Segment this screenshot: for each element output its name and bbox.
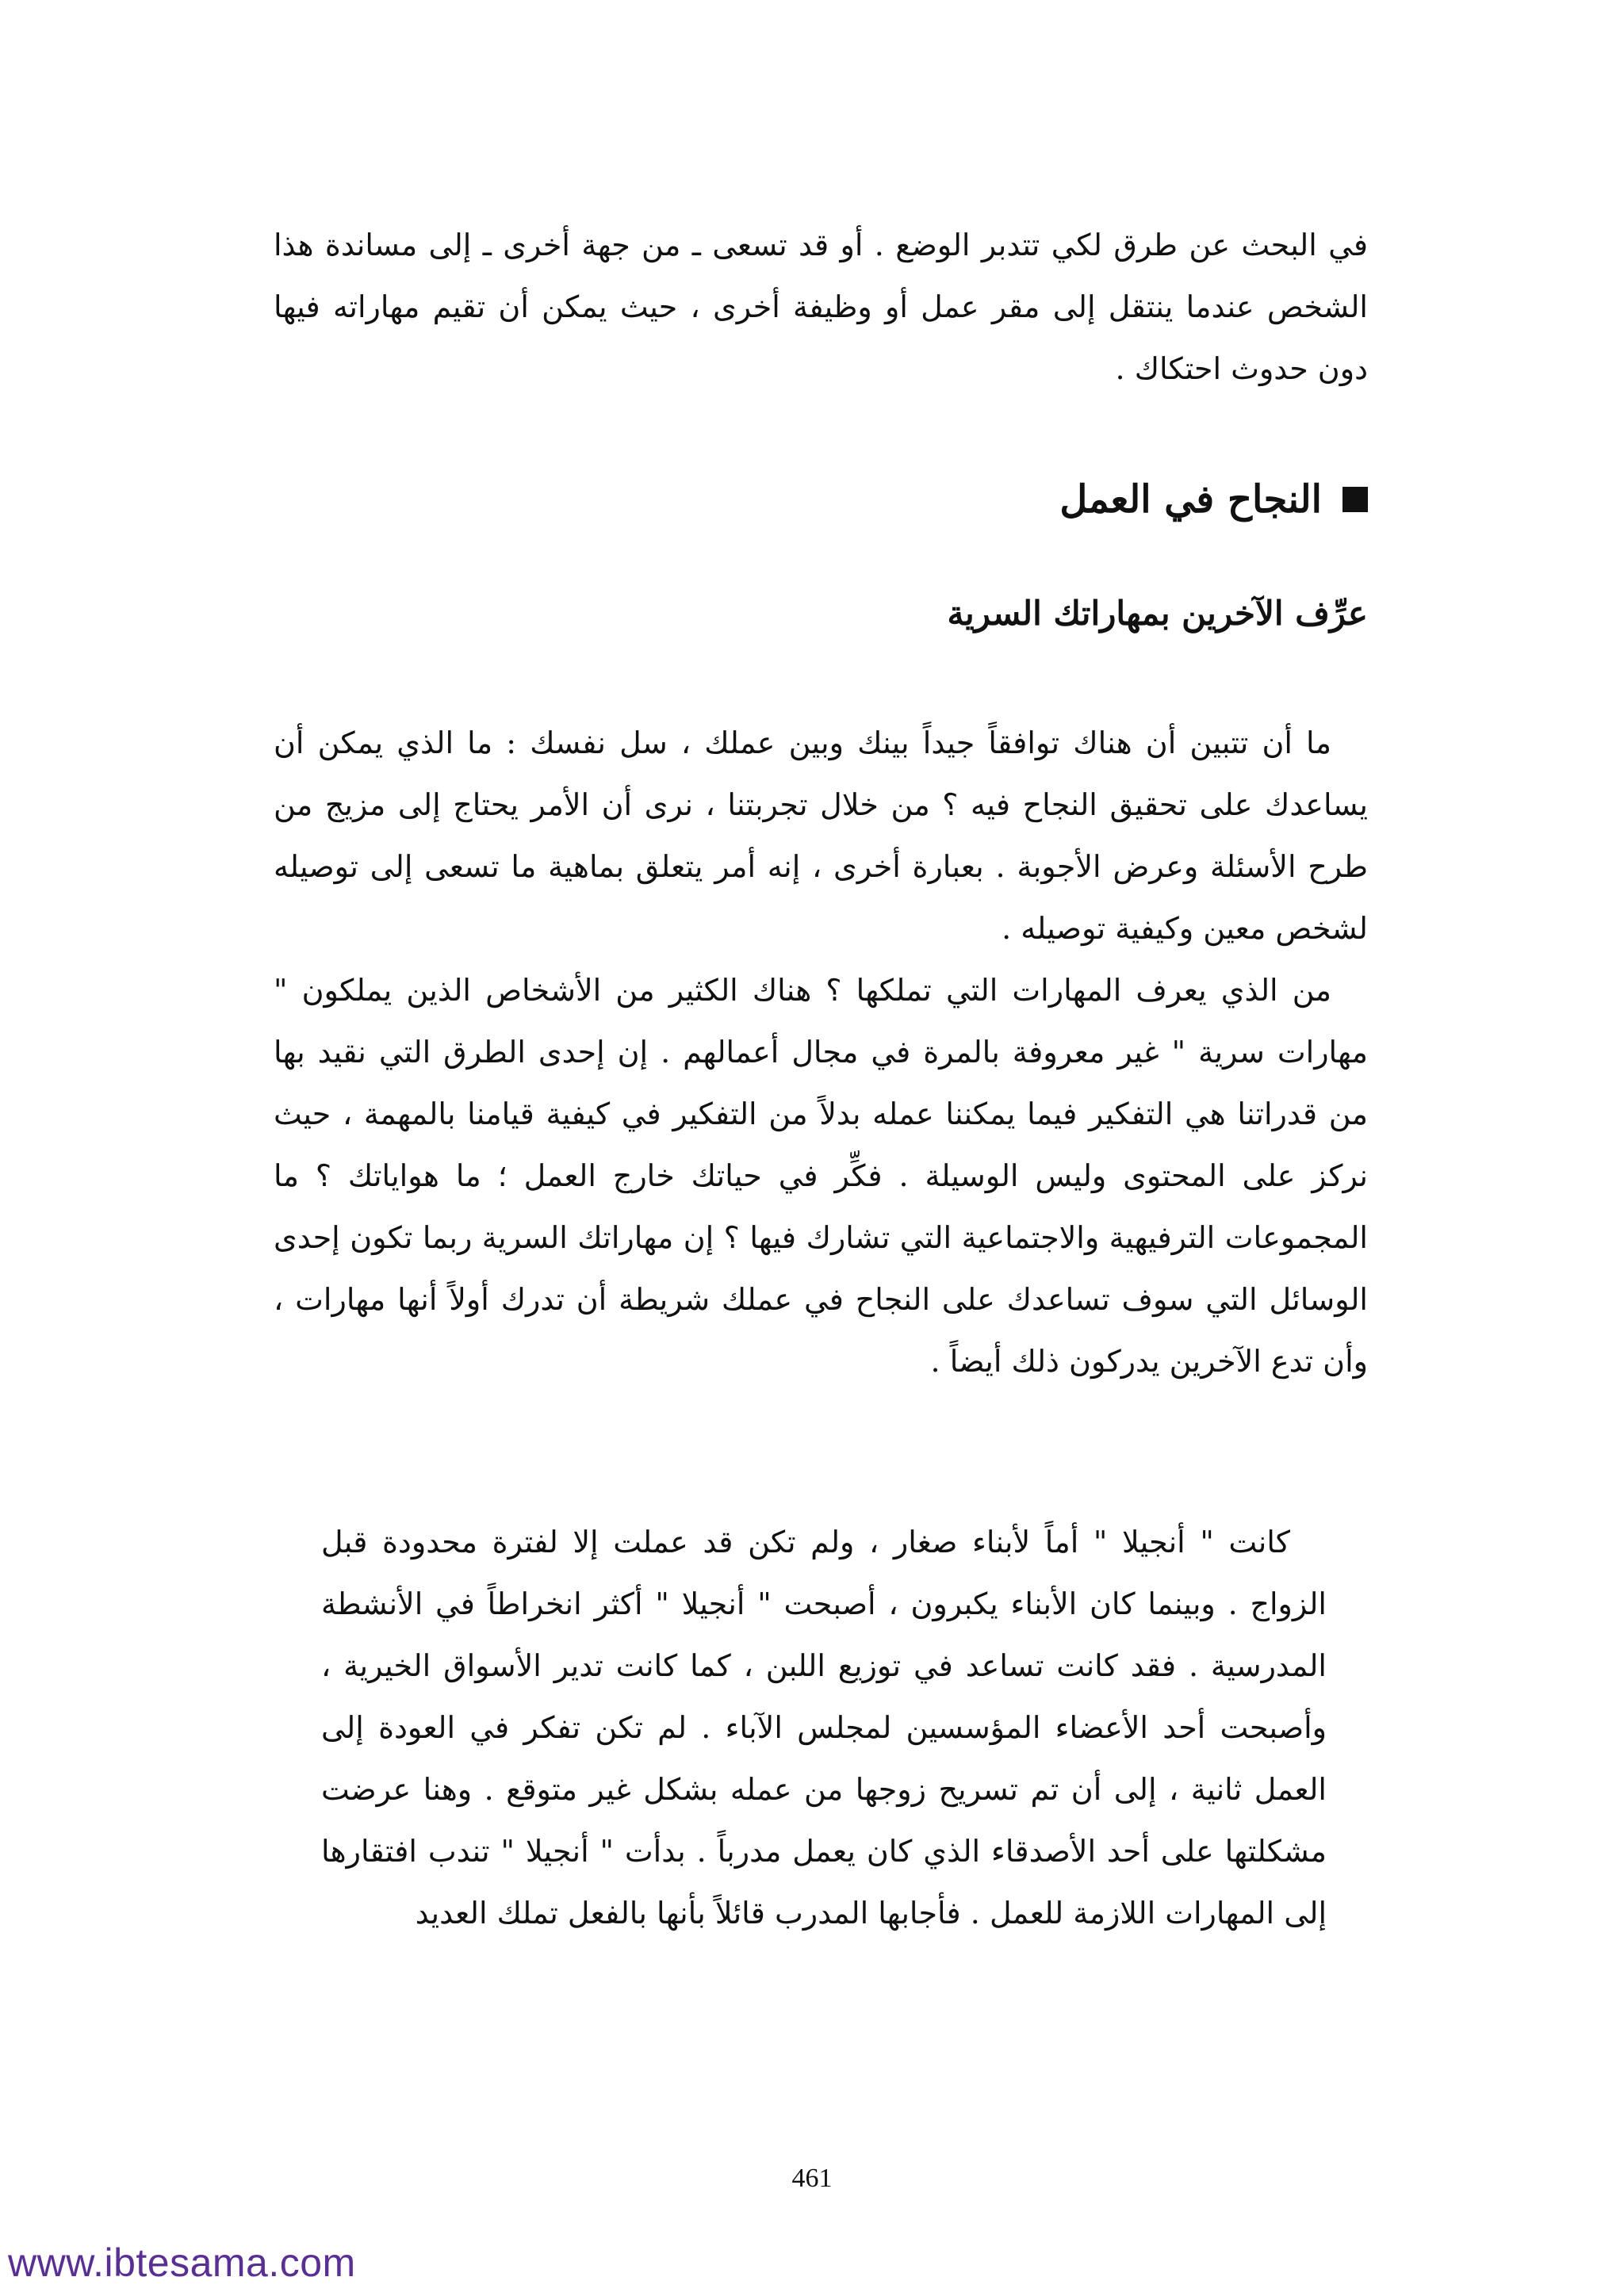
- intro-paragraph: في البحث عن طرق لكي تتدبر الوضع . أو قد تسعى ـ من جهة أخرى ـ إلى مساندة هذا الشخص عندما ينتقل إلى مقر عمل أو وظيفة أخرى ، حيث يمكن أن تقيم مهاراته فيها دون حدوث احتكاك .: [274, 228, 1368, 386]
- body-paragraph: من الذي يعرف المهارات التي تملكها ؟ هناك الكثير من الأشخاص الذين يملكون " مهارات سرية " غير معروفة بالمرة في مجال أعمالهم . إن إحدى الطرق التي نقيد بها من قدراتنا هي التفكير فيما يمكننا عمله بدلاً من التفكير في كيفية قيامنا بالمهمة ، حيث نركز على المحتوى وليس الوسيلة . فكِّر في حياتك خارج العمل ؛ ما هواياتك ؟ ما المجموعات الترفيهية والاجتماعية التي تشارك فيها ؟ إن مهاراتك السرية ربما تكون إحدى الوسائل التي سوف تساعدك على النجاح في عملك شريطة أن تدرك أولاً أنها مهارات ، وأن تدع الآخرين يدركون ذلك أيضاً .: [274, 973, 1368, 1379]
- page-number: 461: [791, 2164, 833, 2193]
- body-paragraph: ما أن تتبين أن هناك توافقاً جيداً بينك وبين عملك ، سل نفسك : ما الذي يمكن أن يساعدك على تحقيق النجاح فيه ؟ من خلال تجربتنا ، نرى أن الأمر يحتاج إلى مزيج من طرح الأسئلة وعرض الأجوبة . بعبارة أخرى ، إنه أمر يتعلق بماهية ما تسعى إلى توصيله لشخص معين وكيفية توصيله .: [274, 725, 1368, 946]
- section-heading-text: النجاح في العمل: [1059, 477, 1322, 522]
- black-square-icon: [1342, 487, 1368, 512]
- case-story-block: [321, 1511, 1327, 1944]
- section-heading: [274, 468, 1368, 531]
- subsection-heading: عرِّف الآخرين بمهاراتك السرية: [947, 594, 1368, 633]
- watermark-link[interactable]: www.ibtesama.com: [8, 2241, 356, 2285]
- body-text-block: [274, 712, 1368, 1392]
- case-story-paragraph: كانت " أنجيلا " أماً لأبناء صغار ، ولم تكن قد عملت إلا لفترة محدودة قبل الزواج . وبينما كان الأبناء يكبرون ، أصبحت " أنجيلا " أكثر انخراطاً في الأنشطة المدرسية . فقد كانت تساعد في توزيع اللبن ، كما كانت تدير الأسواق الخيرية ، وأصبحت أحد الأعضاء المؤسسين لمجلس الآباء . لم تكن تفكر في العودة إلى العمل ثانية ، إلى أن تم تسريح زوجها من عمله بشكل غير متوقع . وهنا عرضت مشكلتها على أحد الأصدقاء الذي كان يعمل مدرباً . بدأت " أنجيلا " تندب افتقارها إلى المهارات اللازمة للعمل . فأجابها المدرب قائلاً بأنها بالفعل تملك العديد: [321, 1525, 1327, 1931]
- intro-block: [274, 214, 1368, 400]
